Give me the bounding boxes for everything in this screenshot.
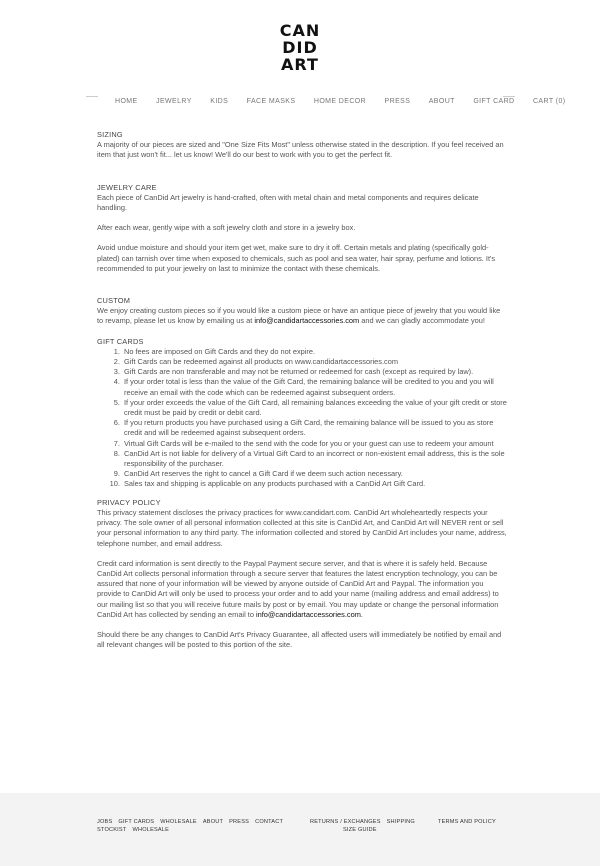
gift-cards-list [97, 347, 507, 490]
main-nav [0, 90, 600, 105]
privacy-p2-text: Credit card information is sent directly to the Paypal Payment secure server, and that is where it is safely held. Because CanDid Art collects personal information through a secure server that features the latest encryption technology, you can be assured that none of your information will be viewed by anyone outside of CanDid Art and Paypal. The information you provide to CanDid Art will only be used to process your order and to add your name (mailing address and email address) to our mailing list so that you will receive future mails by post or by email. You may update or change the personal information CanDid Art has collected by sending an email to [97, 558, 499, 619]
jewelry-care-p3: Avoid undue moisture and should your item get wet, make sure to dry it off. Certain metals and plating (specifically gold-plated) can tarnish over time when exposed to chemicals, such as pool and sea water, hair spray, perfume and lotions. It's recommended to put your jewelry on last to minimize the contact with these chemicals. [97, 243, 496, 273]
list-item: 2. Gift Cards can be redeemed against all products on www.candidartaccessories.com [122, 357, 507, 367]
nav-gift-card[interactable]: GIFT CARD [473, 98, 515, 105]
jewelry-care-heading: JEWELRY CARE [97, 182, 157, 192]
list-item: 5. If your order exceeds the value of the Gift Card, all remaining balances exceeding the value of your gift credit or store credit must be paid by credit or debit card. [122, 398, 507, 418]
site-footer [0, 793, 600, 866]
logo-line-2: DID [282, 38, 318, 57]
footer-link-jobs[interactable]: JOBS [97, 819, 113, 825]
privacy-heading: PRIVACY POLICY [97, 497, 161, 507]
footer-link-wholesale[interactable]: WHOLESALE [160, 819, 197, 825]
footer-links-legal [438, 819, 502, 827]
footer-link-contact[interactable]: CONTACT [255, 819, 284, 825]
list-item: 10. Sales tax and shipping is applicable on any products purchased with a CanDid Art Gift Card. [122, 479, 507, 489]
page-content [97, 130, 507, 650]
footer-link-gift-cards[interactable]: GIFT CARDS [118, 819, 155, 825]
sizing-heading: SIZING [97, 130, 123, 139]
list-item: 8. CanDid Art is not liable for delivery of a Virtual Gift Card to an incorrect or non-existent email address, this is the sole responsibility of the purchaser. [122, 449, 507, 469]
brand-logo[interactable] [276, 22, 324, 76]
nav-home[interactable]: HOME [115, 98, 138, 105]
list-item: 1. No fees are imposed on Gift Cards and they do not expire. [122, 347, 507, 357]
footer-link-size-guide[interactable]: SIZE GUIDE [343, 826, 377, 833]
footer-links-service [310, 819, 421, 835]
privacy-p3: Should there be any changes to CanDid Art's Privacy Guarantee, all affected users will immediately be notified by email and all relevant changes will be posted to this portion of the site. [97, 629, 502, 650]
footer-link-shipping[interactable]: SHIPPING [386, 819, 415, 825]
nav-cart[interactable]: CART (0) [532, 98, 566, 105]
nav-divider-left [86, 96, 98, 97]
nav-about[interactable]: ABOUT [428, 98, 455, 105]
logo-line-3: ART [281, 55, 319, 74]
nav-jewelry[interactable]: JEWELRY [156, 98, 192, 105]
jewelry-care-p2: After each wear, gently wipe with a soft jewelry cloth and store in a jewelry box. [97, 223, 356, 233]
custom-email-link[interactable]: info@candidartaccessories.com [254, 316, 360, 326]
footer-links-main [97, 819, 289, 835]
list-item: 3. Gift Cards are non transferable and may not be returned or redeemed for cash (except as required by law). [122, 367, 507, 377]
gift-cards-heading: GIFT CARDS [97, 336, 144, 346]
custom-text-post: and we can gladly accommodate you! [359, 316, 485, 326]
footer-link-wholesale-2[interactable]: WHOLESALE [132, 826, 170, 833]
custom-text-pre: We enjoy creating custom pieces so if you would like a custom piece or have an antique piece of jewelry that you would like to revamp, please let us know by emailing us at [97, 306, 501, 326]
footer-link-about[interactable]: ABOUT [202, 819, 224, 825]
custom-heading: CUSTOM [97, 296, 131, 306]
nav-kids[interactable]: KIDS [210, 98, 229, 105]
privacy-email-link[interactable]: info@candidartaccessories.com [256, 609, 361, 619]
custom-text [97, 306, 507, 326]
list-item: 9. CanDid Art reserves the right to cancel a Gift Card if we deem such action necessary. [122, 469, 507, 479]
jewelry-care-p1: Each piece of CanDid Art jewelry is hand-crafted, often with metal chain and metal components and requires delicate handling. [97, 192, 479, 213]
privacy-p2 [97, 559, 507, 620]
list-item: 6. If you return products you have purchased using a Gift Card, the remaining balance will be issued to you as store credit and will be redeemed against subsequent orders. [122, 418, 507, 438]
footer-link-stockist[interactable]: STOCKIST [97, 826, 127, 833]
nav-divider-right [503, 96, 515, 97]
privacy-p1: This privacy statement discloses the privacy practices for www.candidart.com. CanDid Art wholeheartedly respects your privacy. The sole owner of all personal information collected at this site is CanDid Art, and CanDid Art will NEVER rent or sell your personal information to any third party. The information collected and stored by CanDid Art includes your name, address, telephone number, and email address. [97, 507, 507, 548]
nav-home-decor[interactable]: HOME DECOR [313, 98, 367, 105]
footer-link-press[interactable]: PRESS [229, 819, 250, 825]
footer-link-terms[interactable]: TERMS AND POLICY [438, 819, 496, 825]
list-item: 7. Virtual Gift Cards will be e-mailed to the send with the code for you or your guest can use to redeem your amount [122, 439, 507, 449]
list-item: 4. If your order total is less than the value of the Gift Card, the remaining balance will be credited to you and you will receive an email with the code which can be redeemed against subsequent orders. [122, 377, 507, 397]
nav-face-masks[interactable]: FACE MASKS [246, 98, 296, 105]
nav-press[interactable]: PRESS [384, 98, 411, 105]
privacy-p2-end: . [360, 609, 363, 619]
sizing-text: A majority of our pieces are sized and "One Size Fits Most" unless otherwise stated in the description. If you feel received an item that just won't fit... let us know! We'll do our best to work with you to get the perfect fit. [97, 140, 504, 160]
footer-link-returns[interactable]: RETURNS / EXCHANGES [310, 819, 381, 825]
logo-line-1: CAN [279, 21, 321, 40]
